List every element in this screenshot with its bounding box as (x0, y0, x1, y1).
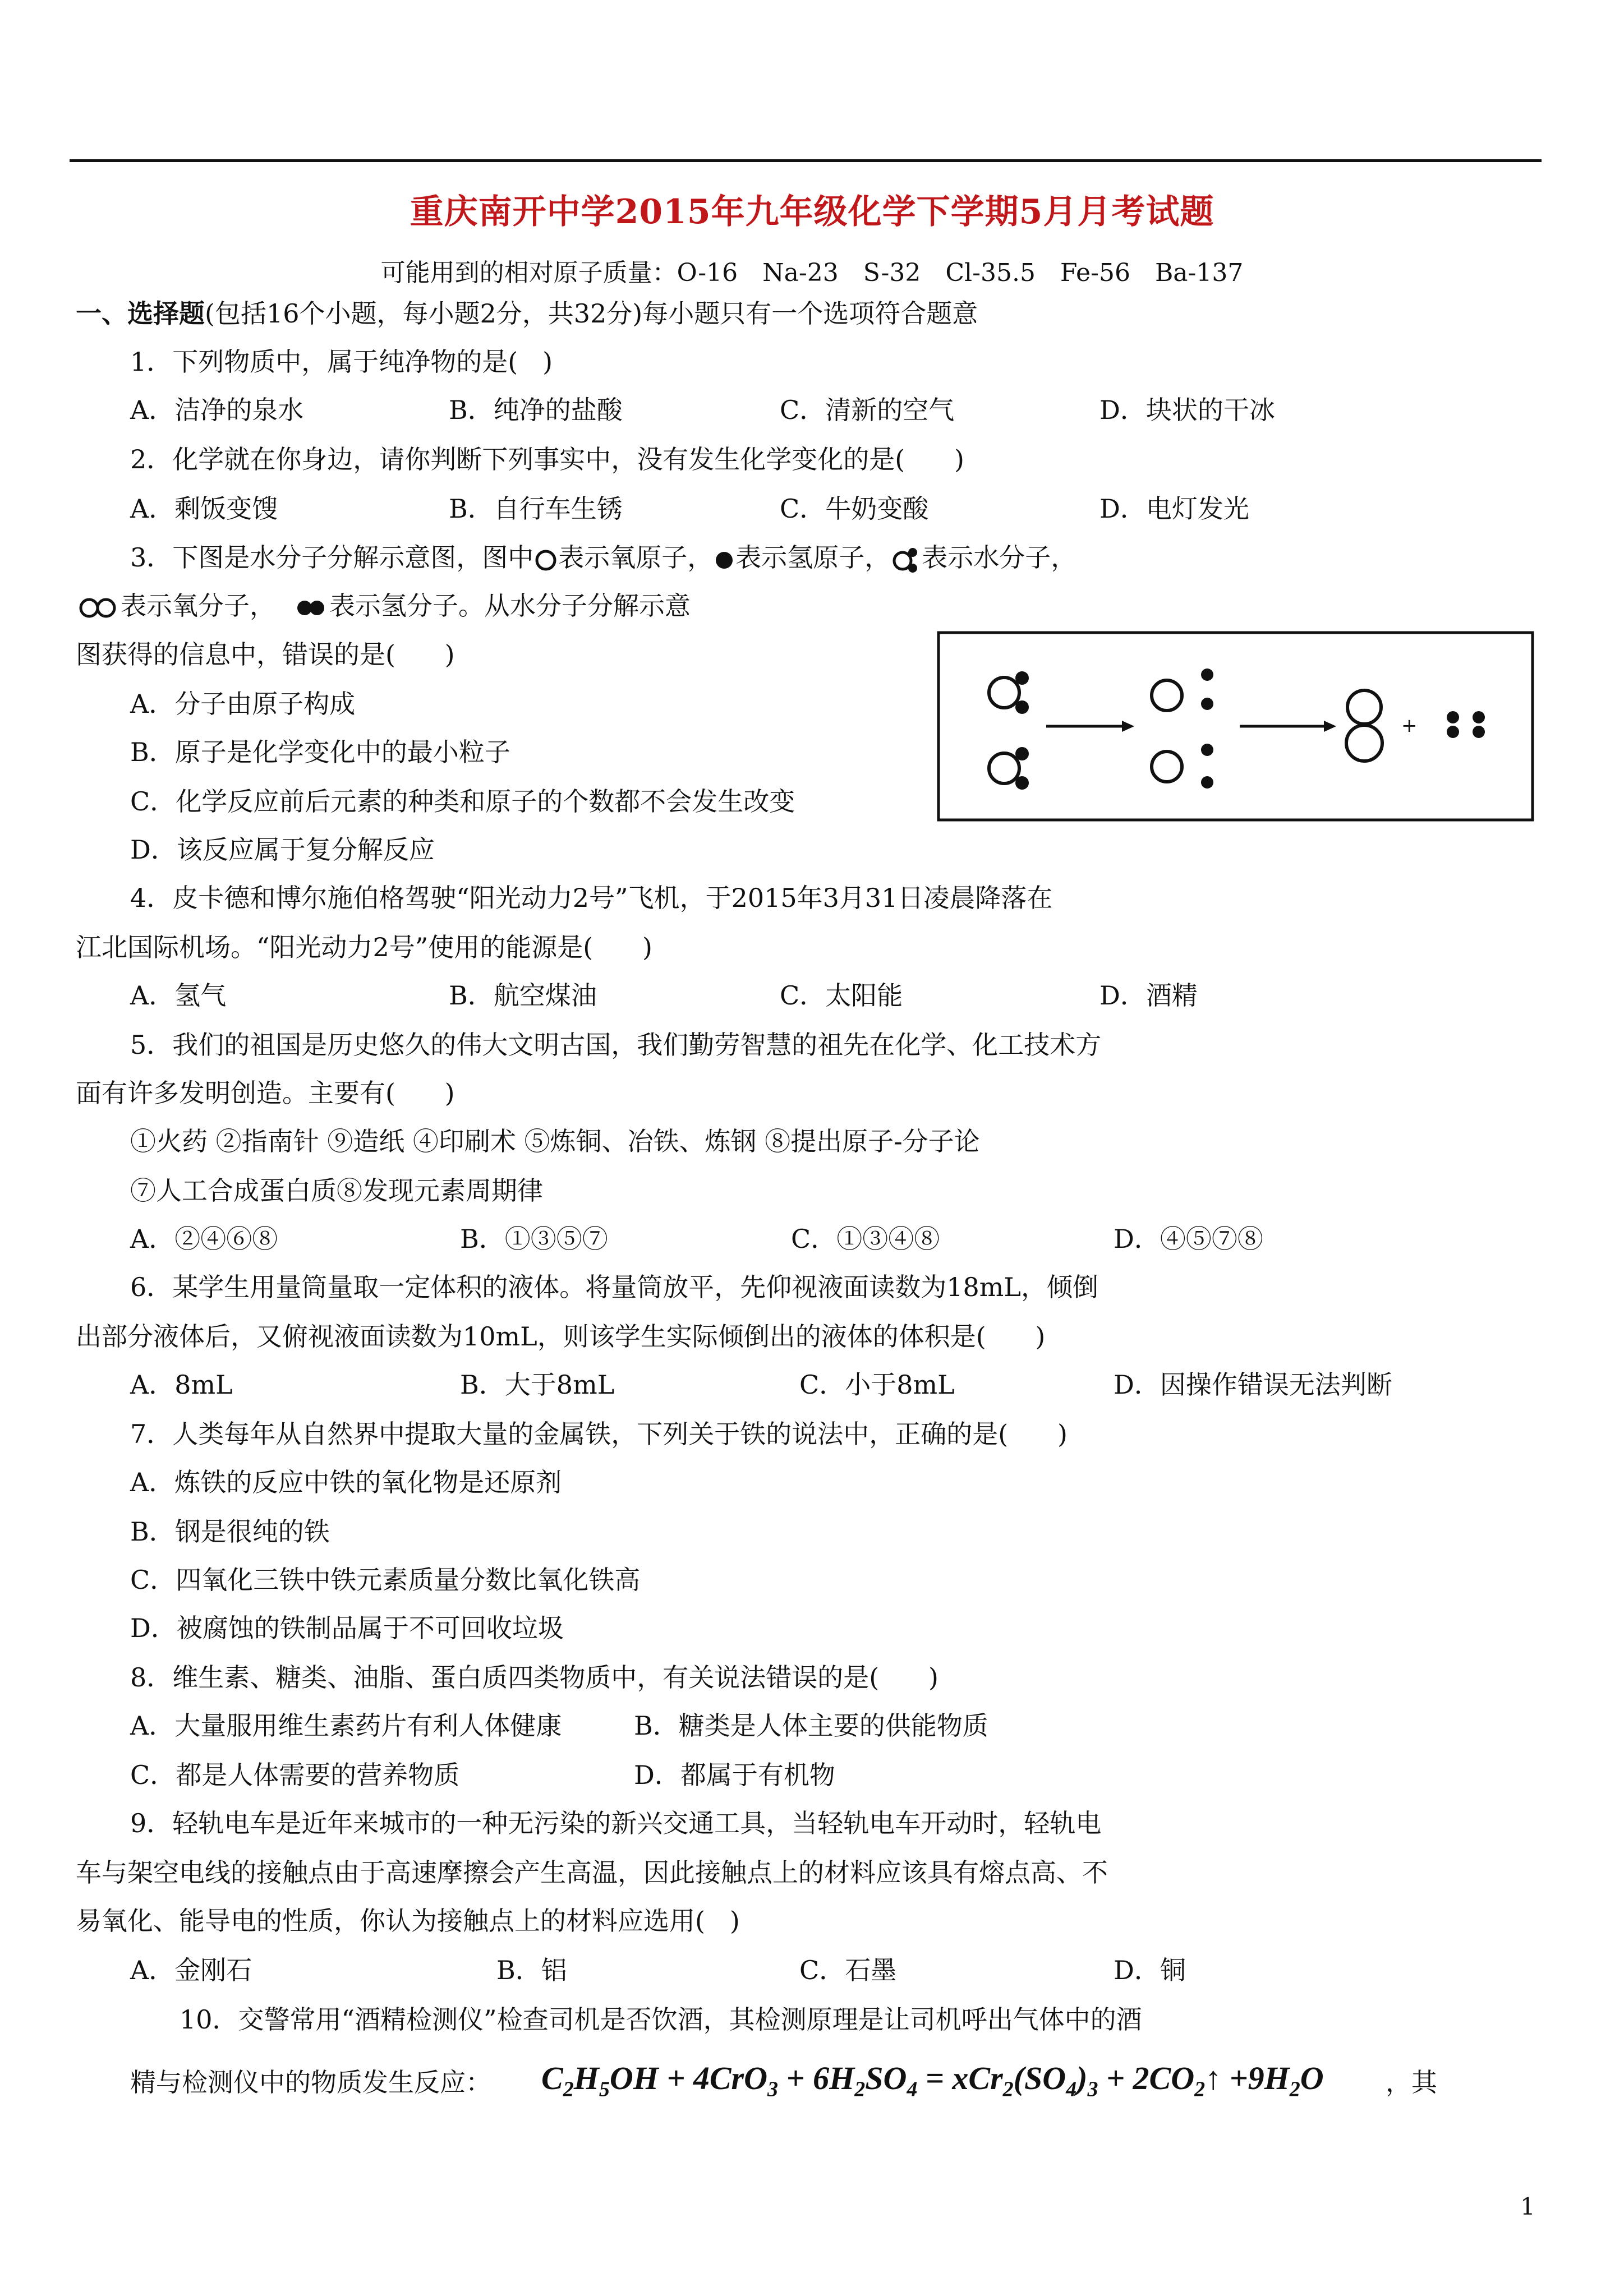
q8-option-d: D．都属于有机物 (634, 1760, 835, 1790)
q6-option-a: A．8mL (130, 1370, 233, 1400)
plus-sign: + (1401, 714, 1418, 737)
reaction-equation: $C_2H_5OH + 4CrO_3 + 6H_2SO_4 = xCr_2(SO_4)_3$ + $2CO_2↑ +9H_2O$ (541, 2060, 1324, 2101)
atomic-masses: 可能用到的相对原子质量：O-16 Na-23 S-32 Cl-35.5 Fe-56 Ba-137 (380, 259, 1244, 287)
hydrogen-atom-icon (713, 547, 735, 573)
q9-line1: 9．轻轨电车是近年来城市的一种无污染的新兴交通工具，当轻轨电车开动时，轻轨电 (130, 1808, 1102, 1838)
q3-option-a: A．分子由原子构成 (130, 689, 356, 719)
q9-option-b: B．铝 (496, 1955, 567, 1985)
q8-line1: 8．维生素、糖类、油脂、蛋白质四类物质中，有关说法错误的是( ) (130, 1662, 938, 1693)
q7-option-b: B．钢是很纯的铁 (130, 1516, 330, 1547)
q9-option-d: D．铜 (1114, 1955, 1186, 1985)
q9-line2: 车与架空电线的接触点由于高速摩擦会产生高温，因此接触点上的材料应该具有熔点高、不 (76, 1857, 1108, 1888)
q3-line1-b: 表示氧原子， (558, 542, 714, 573)
q3-line2-b: 表示氢分子。从水分子分解示意 (329, 591, 691, 621)
q9-option-a: A．金刚石 (130, 1955, 252, 1985)
q5-option-b: B．①③⑤⑦ (460, 1224, 608, 1254)
water-molecule-top (989, 671, 1029, 714)
q3-line2-a: 表示氧分子， (121, 591, 275, 621)
q10-tail: ，其 (1386, 2067, 1437, 2097)
hydrogen-molecule-icon (292, 595, 329, 621)
q8-option-a: A．大量服用维生素药片有利人体健康 (130, 1711, 562, 1741)
q4-option-c: C．太阳能 (780, 980, 903, 1011)
q3-line1-a: 3．下图是水分子分解示意图，图中 (130, 542, 534, 573)
q7-option-a: A．炼铁的反应中铁的氧化物是还原剂 (130, 1467, 562, 1497)
water-decomposition-figure (937, 631, 1534, 822)
q10-line1: 10．交警常用“酒精检测仪”检查司机是否饮酒，其检测原理是让司机呼出气体中的酒 (180, 2004, 1142, 2035)
q5-option-d: D．④⑤⑦⑧ (1114, 1224, 1263, 1254)
q6-option-c: C．小于8mL (799, 1370, 955, 1400)
q3-line1-d: 表示水分子， (922, 542, 1077, 573)
q5-line2: 面有许多发明创造。主要有( ) (76, 1078, 455, 1108)
q4-line2: 江北国际机场。“阳光动力2号”使用的能源是( ) (76, 932, 652, 962)
section-heading-rest: (包括16个小题，每小题2分，共32分)每小题只有一个选项符合题意 (205, 298, 978, 329)
q9-option-c: C．石墨 (799, 1955, 897, 1985)
header-rule (70, 159, 1542, 162)
page-title: 重庆南开中学2015年九年级化学下学期5月月考试题 (410, 192, 1214, 232)
arrow-icon (1046, 721, 1134, 732)
q4-line1: 4．皮卡德和博尔施伯格驾驶“阳光动力2号”飞机，于2015年3月31日凌晨降落在 (130, 883, 1053, 913)
q3-option-d: D．该反应属于复分解反应 (130, 835, 435, 865)
q5-option-a: A．②④⑥⑧ (130, 1224, 278, 1254)
q2-option-c: C．牛奶变酸 (780, 494, 929, 524)
oxygen-molecule-icon (76, 595, 121, 621)
section-heading-bold: 一、选择题 (76, 298, 205, 329)
q1-stem: 1．下列物质中，属于纯净物的是( ) (130, 347, 553, 377)
q1-option-b: B．纯净的盐酸 (449, 395, 623, 425)
q6-option-b: B．大于8mL (460, 1370, 615, 1400)
q6-line1: 6．某学生用量筒量取一定体积的液体。将量筒放平，先仰视液面读数为18mL，倾倒 (130, 1272, 1098, 1302)
arrow-icon (1240, 721, 1336, 732)
water-molecule-icon (890, 546, 922, 574)
q4-option-b: B．航空煤油 (449, 980, 597, 1011)
q3-line3: 图获得的信息中，错误的是( ) (76, 639, 455, 670)
oxygen-molecule (1346, 690, 1382, 761)
q6-option-d: D．因操作错误无法判断 (1114, 1370, 1392, 1400)
q3-option-b: B．原子是化学变化中的最小粒子 (130, 737, 510, 767)
q1-option-d: D．块状的干冰 (1099, 395, 1275, 425)
q1-option-c: C．清新的空气 (780, 395, 955, 425)
separated-atoms (1152, 668, 1213, 789)
q7-line1: 7．人类每年从自然界中提取大量的金属铁，下列关于铁的说法中，正确的是( ) (130, 1419, 1068, 1449)
q8-option-c: C．都是人体需要的营养物质 (130, 1760, 460, 1790)
q5-line1: 5．我们的祖国是历史悠久的伟大文明古国，我们勤劳智慧的祖先在化学、化工技术方 (130, 1030, 1102, 1060)
figure-frame (938, 633, 1533, 820)
water-molecule-bottom (989, 747, 1029, 790)
q1-option-a: A．洁净的泉水 (130, 395, 304, 425)
section-heading (76, 298, 978, 329)
q3-line1-c: 表示氢原子， (735, 542, 891, 573)
q4-option-d: D．酒精 (1099, 980, 1198, 1011)
q2-stem: 2．化学就在你身边，请你判断下列事实中，没有发生化学变化的是( ) (130, 444, 964, 474)
page-number: 1 (1520, 2193, 1535, 2220)
q2-option-b: B．自行车生锈 (449, 494, 623, 524)
q3-line1 (130, 542, 1077, 574)
q10-line2: 精与检测仪中的物质发生反应： (130, 2067, 491, 2097)
hydrogen-molecules (1447, 711, 1485, 738)
q3-line2 (76, 593, 691, 621)
q2-option-a: A．剩饭变馊 (130, 494, 278, 524)
q8-option-b: B．糖类是人体主要的供能物质 (634, 1711, 988, 1741)
q2-option-d: D．电灯发光 (1099, 494, 1249, 524)
q6-line2: 出部分液体后，又俯视液面读数为10mL，则该学生实际倾倒出的液体的体积是( ) (76, 1321, 1046, 1352)
q5-option-c: C．①③④⑧ (791, 1224, 940, 1254)
q5-line4: ⑦人工合成蛋白质⑧发现元素周期律 (130, 1175, 543, 1206)
q5-line3: ①火药 ②指南针 ⑨造纸 ④印刷术 ⑤炼铜、冶铁、炼钢 ⑧提出原子-分子论 (130, 1126, 980, 1156)
oxygen-atom-icon (533, 547, 558, 573)
q4-option-a: A．氢气 (130, 980, 227, 1011)
q7-option-c: C．四氧化三铁中铁元素质量分数比氧化铁高 (130, 1565, 641, 1595)
q7-option-d: D．被腐蚀的铁制品属于不可回收垃圾 (130, 1613, 564, 1643)
q9-line3: 易氧化、能导电的性质，你认为接触点上的材料应选用( ) (76, 1906, 740, 1936)
q3-option-c: C．化学反应前后元素的种类和原子的个数都不会发生改变 (130, 786, 795, 817)
